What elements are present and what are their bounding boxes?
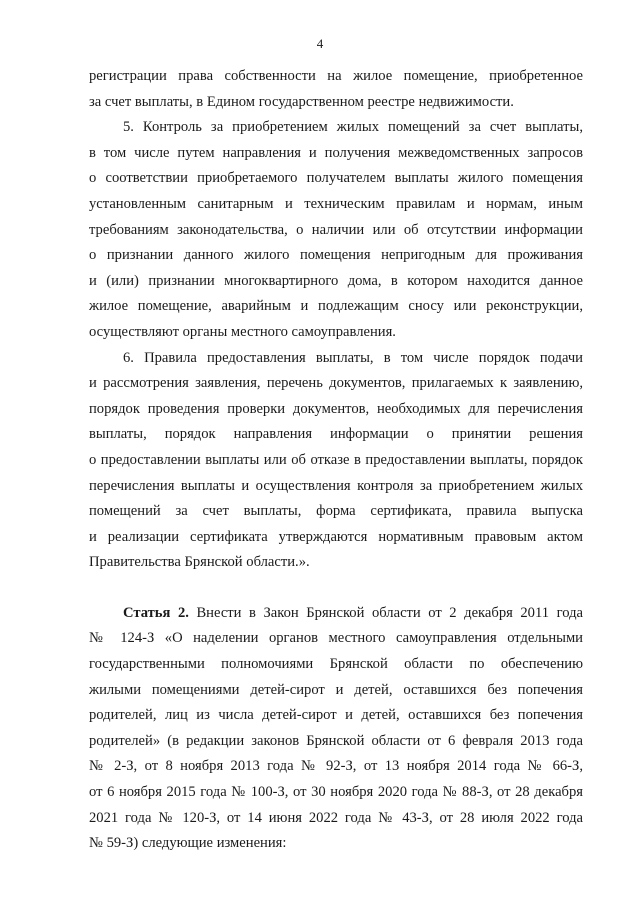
- text-line: о признании данного жилого помещения непригодным для проживания: [89, 247, 583, 264]
- paragraphs-block: [89, 64, 583, 576]
- article-first-line-text: Внести в Закон Брянской области от 2 декабря 2011 года: [188, 604, 583, 621]
- text-line: № 59-З) следующие изменения:: [89, 835, 287, 852]
- text-line: за счет выплаты, в Едином государственном реестре недвижимости.: [89, 93, 514, 110]
- text-line: установленным санитарным и техническим правилам и нормам, иным: [89, 195, 583, 212]
- text-line: № 124-З «О наделении органов местного самоуправления отдельными: [89, 630, 583, 647]
- text-line: порядок проведения проверки документов, необходимых для перечисления: [89, 400, 583, 417]
- text-line: 6. Правила предоставления выплаты, в том числе порядок подачи: [123, 349, 583, 366]
- section-gap: [89, 576, 583, 601]
- text-line: и (или) признании многоквартирного дома, в котором находится данное: [89, 272, 583, 289]
- text-line: жилыми помещениями детей-сирот и детей, оставшихся без попечения: [89, 681, 583, 698]
- text-line: и реализации сертификата утверждаются нормативным правовым актом: [89, 528, 583, 545]
- text-line: Правительства Брянской области.».: [89, 554, 310, 571]
- text-line: перечисления выплаты и осуществления контроля за приобретением жилых: [89, 477, 583, 494]
- article-lines: [89, 626, 583, 856]
- page-number: 4: [316, 36, 324, 51]
- text-line: в том числе путем направления и получения межведомственных запросов: [89, 144, 583, 161]
- article-block: [89, 601, 583, 857]
- text-line: помещений за счет выплаты, форма сертификата, правила выпуска: [89, 503, 583, 520]
- text-line: требованиям законодательства, о наличии или об отсутствии информации: [89, 221, 583, 238]
- text-line: 2021 года № 120-З, от 14 июня 2022 года № 43-З, от 28 июля 2022 года: [89, 809, 583, 826]
- text-line: выплаты, порядок направления информации о принятии решения: [89, 426, 583, 443]
- text-line: от 6 ноября 2015 года № 100-З, от 30 ноября 2020 года № 88-З, от 28 декабря: [89, 784, 583, 801]
- document-body: [89, 64, 583, 857]
- text-line: № 2-З, от 8 ноября 2013 года № 92-З, от 13 ноября 2014 года № 66-З,: [89, 758, 583, 775]
- text-line: регистрации права собственности на жилое помещение, приобретенное: [89, 68, 583, 84]
- text-line: осуществляют органы местного самоуправления.: [89, 323, 396, 340]
- text-line: о соответствии приобретаемого получателем выплаты жилого помещения: [89, 170, 583, 187]
- text-line: родителей, лиц из числа детей-сирот и детей, оставшихся без попечения: [89, 707, 583, 724]
- article-first-line: [89, 601, 583, 627]
- text-line: жилое помещение, аварийным и подлежащим сносу или реконструкции,: [89, 298, 583, 315]
- text-line: о предоставлении выплаты или об отказе в предоставлении выплаты, порядок: [89, 451, 583, 468]
- article-label: Статья 2.: [123, 604, 189, 621]
- text-line: 5. Контроль за приобретением жилых помещений за счет выплаты,: [123, 119, 583, 136]
- text-line: государственными полномочиями Брянской области по обеспечению: [89, 656, 583, 673]
- text-line: родителей» (в редакции законов Брянской области от 6 февраля 2013 года: [89, 732, 583, 749]
- text-line: и рассмотрения заявления, перечень документов, прилагаемых к заявлению,: [89, 375, 583, 392]
